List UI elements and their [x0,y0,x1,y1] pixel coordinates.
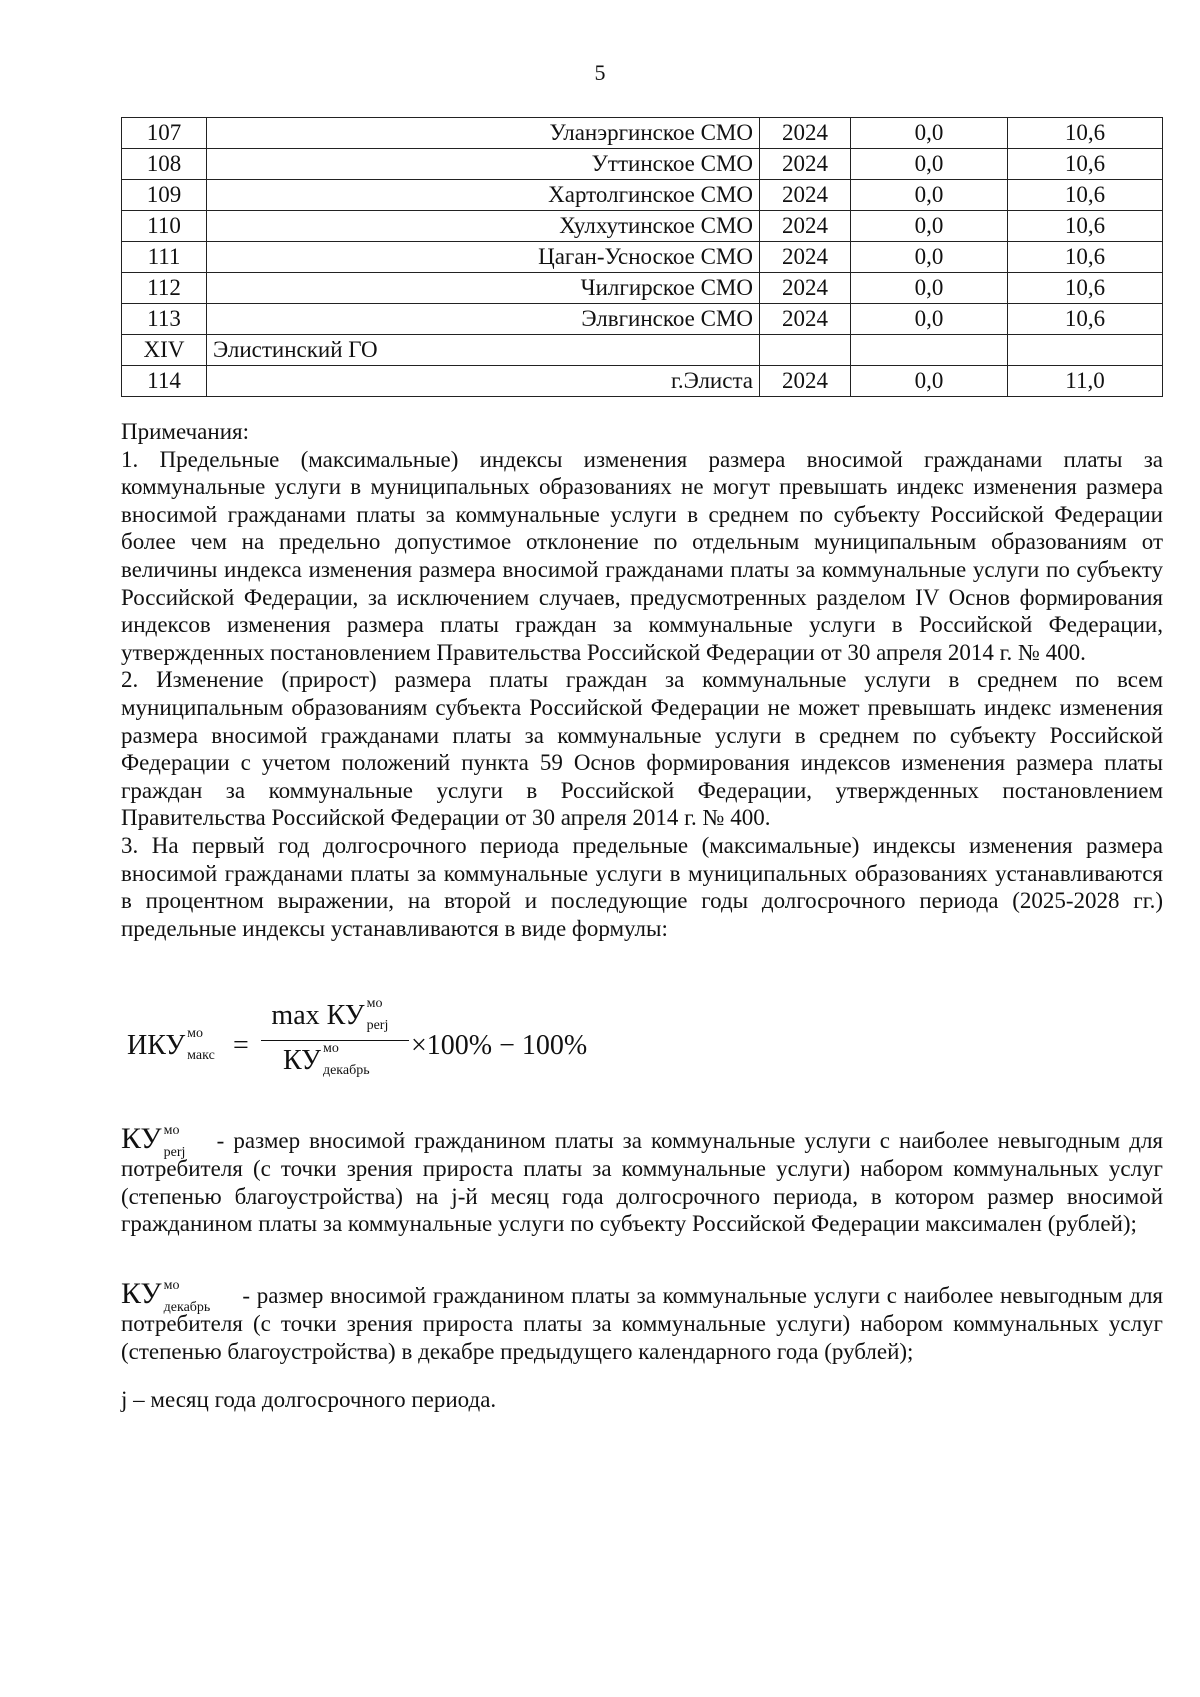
row-municipality: Цаган-Усноское СМО [207,242,760,273]
row-year: 2024 [760,180,851,211]
formula-rest: ×100% − 100% [411,1030,588,1061]
row-value-1: 0,0 [851,211,1008,242]
index-formula [121,996,641,1100]
table-row [122,366,1163,397]
definition-symbol: КУ мо декабрь [121,1277,211,1315]
row-municipality: Элвгинское СМО [207,304,760,335]
table-row [122,180,1163,211]
row-year: 2024 [760,211,851,242]
row-value-1: 0,0 [851,366,1008,397]
table-row [122,211,1163,242]
row-year: 2024 [760,149,851,180]
definition-ku-december [121,1277,1163,1365]
row-value-1: 0,0 [851,180,1008,211]
row-value-1: 0,0 [851,304,1008,335]
definition-j: j – месяц года долгосрочного периода. [121,1387,497,1412]
table-row [122,273,1163,304]
municipal-index-table [121,117,1163,397]
row-number: XIV [122,335,207,366]
formula-lhs: ИКУ мо макс [127,1026,215,1063]
row-value-2: 11,0 [1008,366,1163,397]
row-year: 2024 [760,273,851,304]
table-row [122,118,1163,149]
row-municipality: Чилгирское СМО [207,273,760,304]
row-year: 2024 [760,242,851,273]
row-value-1: 0,0 [851,118,1008,149]
row-value-2 [1008,335,1163,366]
row-number: 110 [122,211,207,242]
row-value-1: 0,0 [851,273,1008,304]
row-value-2: 10,6 [1008,118,1163,149]
row-value-2: 10,6 [1008,211,1163,242]
row-year: 2024 [760,118,851,149]
definition-text: - размер вносимой гражданином платы за коммунальные услуги с наиболее невыгодным для потребителя (с точки зрения прироста платы за коммунальные услуги) набором коммунальных услуг (степенью благоустройства) на j-й месяц года долгосрочного периода, в котором размер вносимой гражданином платы за коммунальные услуги по субъекту Российской Федерации максимален (рублей); [121,1128,1163,1237]
table-row [122,335,1163,366]
row-municipality: Уттинское СМО [207,149,760,180]
formula-numerator: max КУ мо perj [271,996,389,1033]
formula-equals: = [233,1030,249,1061]
row-value-2: 10,6 [1008,180,1163,211]
row-number: 114 [122,366,207,397]
row-municipality: Уланэргинское СМО [207,118,760,149]
notes-section [121,418,1163,942]
row-number: 113 [122,304,207,335]
row-number: 111 [122,242,207,273]
row-year: 2024 [760,304,851,335]
row-value-2: 10,6 [1008,149,1163,180]
table-row [122,304,1163,335]
row-value-2: 10,6 [1008,273,1163,304]
row-value-2: 10,6 [1008,242,1163,273]
row-value-2: 10,6 [1008,304,1163,335]
row-municipality: г.Элиста [207,366,760,397]
table-row [122,242,1163,273]
row-municipality: Хулхутинское СМО [207,211,760,242]
notes-title: Примечания: [121,419,249,444]
row-year: 2024 [760,366,851,397]
row-number: 112 [122,273,207,304]
row-value-1 [851,335,1008,366]
formula-denominator: КУ мо декабрь [283,1041,370,1078]
definition-ku-perj [121,1122,1163,1238]
note-item: 2. Изменение (прирост) размера платы граждан за коммунальные услуги в среднем по всем муниципальным образованиям субъекта Российской Федерации не может превышать индекс изменения размера вносимой гражданами платы за коммунальные услуги в среднем по субъекту Российской Федерации с учетом положений пункта 59 Основ формирования индексов изменения размера платы граждан за коммунальные услуги в Российской Федерации, утвержденных постановлением Правительства Российской Федерации от 30 апреля 2014 г. № 400. [121,667,1163,831]
definition-text: - размер вносимой гражданином платы за коммунальные услуги с наиболее невыгодным для потребителя (с точки зрения прироста платы за коммунальные услуги) набором коммунальных услуг (степенью благоустройства) в декабре предыдущего календарного года (рублей); [121,1283,1163,1364]
row-value-1: 0,0 [851,149,1008,180]
row-number: 109 [122,180,207,211]
page-number: 5 [594,60,606,85]
row-municipality: Элистинский ГО [207,335,760,366]
table-row [122,149,1163,180]
note-item: 3. На первый год долгосрочного периода предельные (максимальные) индексы изменения размера вносимой гражданами платы за коммунальные услуги в муниципальных образованиях устанавливаются в процентном выражении, на второй и последующие годы долгосрочного периода (2025-2028 гг.) предельные индексы устанавливаются в виде формулы: [121,832,1163,941]
note-item: 1. Предельные (максимальные) индексы изменения размера вносимой гражданами платы за коммунальные услуги в муниципальных образованиях не могут превышать индекс изменения размера вносимой гражданами платы за коммунальные услуги в среднем по субъекту Российской Федерации более чем на предельно допустимое отклонение по отдельным муниципальным образованиям от величины индекса изменения размера вносимой гражданами платы за коммунальные услуги по субъекту Российской Федерации, за исключением случаев, предусмотренных разделом IV Основ формирования индексов изменения размера платы граждан за коммунальные услуги в Российской Федерации, утвержденных постановлением Правительства Российской Федерации от 30 апреля 2014 г. № 400. [121,446,1163,665]
row-year [760,335,851,366]
row-number: 107 [122,118,207,149]
row-municipality: Хартолгинское СМО [207,180,760,211]
row-number: 108 [122,149,207,180]
row-value-1: 0,0 [851,242,1008,273]
formula-fraction [261,996,409,1078]
definition-symbol: КУ мо perj [121,1122,186,1160]
